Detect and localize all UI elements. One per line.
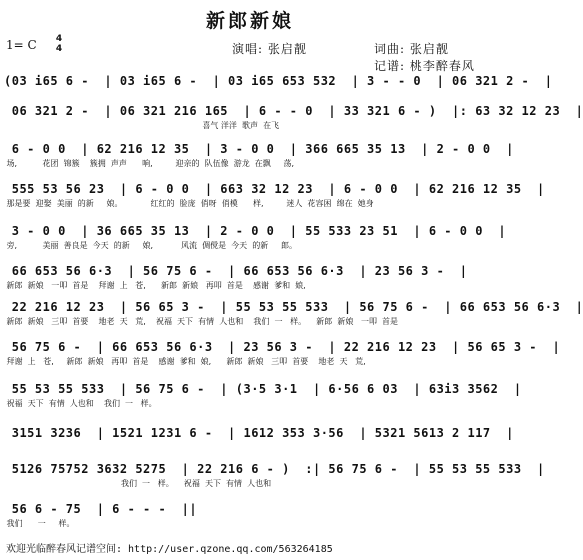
notation-line: 555 53 56 23 | 6 - 0 0 | 663 32 12 23 | 6 - 0 0 | 62 216 12 35 | — [4, 182, 545, 196]
time-signature — [52, 34, 66, 54]
score-row — [4, 460, 545, 490]
lyric-line: 新郎 新娘 一叩 首是 拜谢 上 苍, 新郎 新娘 再叩 首是 感谢 爹和 娘, — [4, 281, 306, 290]
footer-text: 欢迎光临醉春风记谱空间: http://user.qzone.qq.com/563264185 — [6, 544, 333, 555]
meter-top: 4 — [55, 34, 63, 44]
transcriber-credit: 记谱: 桃李醉春风 — [374, 59, 475, 73]
notation-line: 56 6 - 75 | 6 - - - || — [4, 502, 198, 516]
score-row — [4, 500, 496, 530]
notation-line: 3151 3236 | 1521 1231 6 - | 1612 353 3·56 | 5321 5613 2 117 | — [4, 426, 514, 440]
lyric-line: 那是要 迎娶 美丽 的新 娘。 红红的 脸庞 俏呀 俏模 样, 迷人 花容困 绵在 她身 — [4, 199, 374, 208]
score-row — [4, 72, 553, 102]
lyric-line — [4, 442, 496, 454]
lyric-line: 我们 一 样。 祝福 天下 有情 人也和 — [4, 479, 272, 488]
notation-line: 56 75 6 - | 66 653 56 6·3 | 23 56 3 - | 22 216 12 23 | 56 65 3 - | — [4, 340, 561, 354]
score-row — [4, 338, 561, 368]
notation-line: 5126 75752 3632 5275 | 22 216 6 - ) :| 56 75 6 - | 55 53 55 533 | — [4, 462, 545, 476]
score-row — [4, 298, 583, 328]
score-row — [4, 140, 514, 170]
meter-bottom: 4 — [55, 44, 63, 54]
lyric-line: 新郎 新娘 三叩 首要 地老 天 荒, 祝福 天下 有情 人也和 我们 一 样。 新郎 新娘 一叩 首是 — [4, 317, 399, 326]
lyric-line: 祝福 天下 有情 人也和 我们 一 样。 — [4, 399, 157, 408]
score-row — [4, 222, 507, 252]
singer-credit: 演唱: 张启靓 — [232, 42, 307, 56]
lyric-line: 拜谢 上 苍, 新郎 新娘 再叩 首是 感谢 爹和 娘, 新郎 新娘 三叩 首要 地老 天 荒, — [4, 357, 366, 366]
notation-line: 3 - 0 0 | 36 665 35 13 | 2 - 0 0 | 55 533 23 51 | 6 - 0 0 | — [4, 224, 507, 238]
notation-line: 6 - 0 0 | 62 216 12 35 | 3 - 0 0 | 366 665 35 13 | 2 - 0 0 | — [4, 142, 514, 156]
lyric-line — [4, 90, 496, 102]
lyricist-credit: 词曲: 张启靓 — [374, 42, 449, 56]
score-row — [4, 262, 496, 292]
notation-line: 55 53 55 533 | 56 75 6 - | (3·5 3·1 | 6·56 6 03 | 63i3 3562 | — [4, 382, 522, 396]
score-row — [4, 380, 522, 410]
notation-line: (03 i65 6 - | 03 i65 6 - | 03 i65 653 532 | 3 - - 0 | 06 321 2 - | — [4, 74, 553, 88]
lyric-line: 场, 花团 锦簇 簇拥 声声 响, 迎亲的 队伍像 游龙 在飘 荡, — [4, 159, 295, 168]
score-row — [4, 180, 545, 210]
notation-line: 22 216 12 23 | 56 65 3 - | 55 53 55 533 | 56 75 6 - | 66 653 56 6·3 | — [4, 300, 583, 314]
lyric-line: 我们 一 样。 — [4, 519, 75, 528]
key-signature: 1= C — [6, 38, 37, 52]
score-row — [4, 424, 514, 454]
notation-line: 66 653 56 6·3 | 56 75 6 - | 66 653 56 6·3 | 23 56 3 - | — [4, 264, 468, 278]
lyric-line: 旁, 美丽 善良是 今天 的新 娘, 风流 倜傥是 今天 的新 郎。 — [4, 241, 297, 250]
lyric-line: 喜气 洋洋 歌声 在飞 — [4, 121, 280, 130]
notation-line: 06 321 2 - | 06 321 216 165 | 6 - - 0 | 33 321 6 - ) |: 63 32 12 23 | — [4, 104, 583, 118]
song-title: 新郎新娘 — [205, 10, 294, 32]
score-row — [4, 102, 583, 132]
